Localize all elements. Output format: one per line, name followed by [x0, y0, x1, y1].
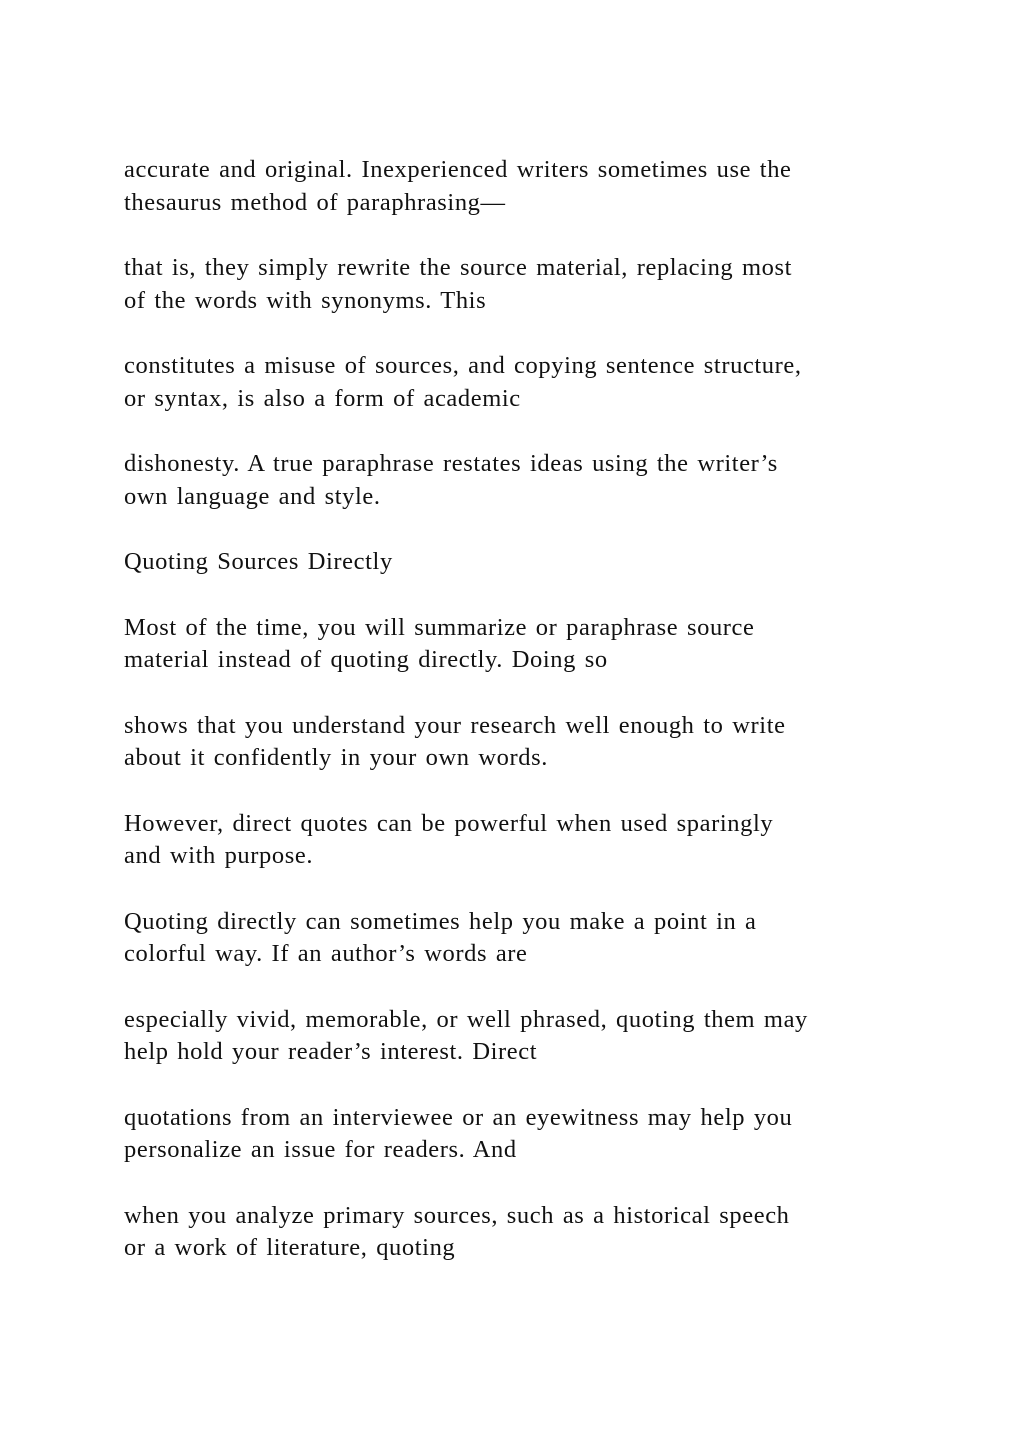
text-line: constitutes a misuse of sources, and copying sentence structure,: [124, 352, 802, 379]
text-line: or syntax, is also a form of academic: [124, 384, 521, 412]
text-line: shows that you understand your research well enough to write: [124, 711, 786, 739]
paragraph: [124, 1102, 914, 1167]
text-line: Most of the time, you will summarize or paraphrase source: [124, 613, 755, 641]
text-line: However, direct quotes can be powerful when used sparingly: [124, 809, 774, 837]
text-line: material instead of quoting directly. Doing so: [124, 646, 608, 673]
paragraph: [124, 1004, 914, 1069]
text-line: Quoting directly can sometimes help you make a point in a: [124, 907, 757, 935]
text-line: and with purpose.: [124, 842, 314, 869]
paragraph: [124, 154, 914, 219]
text-line: when you analyze primary sources, such as a historical speech: [124, 1201, 790, 1229]
text-line: own language and style.: [124, 482, 381, 510]
paragraph: [124, 448, 914, 513]
text-line: help hold your reader’s interest. Direct: [124, 1038, 538, 1065]
text-line: that is, they simply rewrite the source material, replacing most: [124, 254, 793, 281]
section-heading: [124, 546, 914, 579]
paragraph: [124, 906, 914, 971]
paragraph: [124, 350, 914, 415]
text-line: especially vivid, memorable, or well phrased, quoting them may: [124, 1005, 808, 1033]
section-heading-text: Quoting Sources Directly: [124, 548, 393, 575]
paragraph: [124, 1200, 914, 1265]
paragraph: [124, 710, 914, 775]
paragraph: [124, 252, 914, 317]
text-line: colorful way. If an author’s words are: [124, 940, 528, 967]
text-line: about it confidently in your own words.: [124, 744, 548, 771]
text-line: dishonesty. A true paraphrase restates ideas using the writer’s: [124, 450, 778, 477]
text-line: accurate and original. Inexperienced writers sometimes use the: [124, 156, 792, 183]
text-line: thesaurus method of paraphrasing—: [124, 188, 506, 216]
document-body: [124, 154, 914, 1298]
paragraph: [124, 808, 914, 873]
text-line: quotations from an interviewee or an eyewitness may help you: [124, 1103, 793, 1131]
text-line: of the words with synonyms. This: [124, 286, 487, 314]
text-line: personalize an issue for readers. And: [124, 1136, 517, 1163]
paragraph: [124, 612, 914, 677]
text-line: or a work of literature, quoting: [124, 1234, 456, 1261]
